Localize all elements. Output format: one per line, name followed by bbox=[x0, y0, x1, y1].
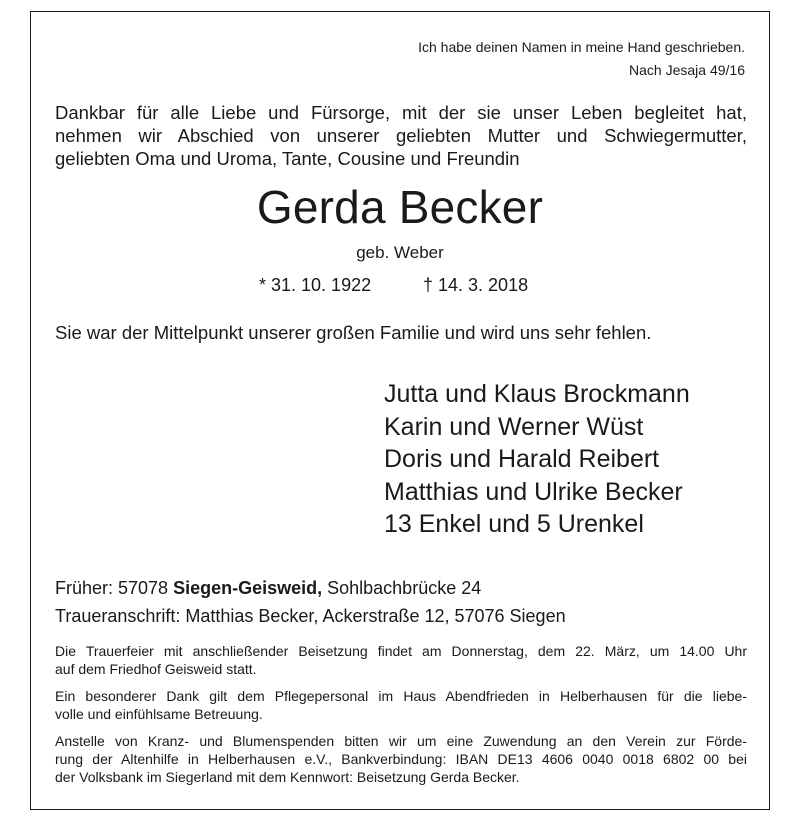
former-address-street: Sohlbachbrücke 24 bbox=[322, 578, 482, 598]
family-member-2: Karin und Werner Wüst bbox=[384, 413, 644, 441]
donation-line-1: Anstelle von Kranz- und Blumenspenden bitten wir um eine Zuwendung an den Verein zur Förde- bbox=[55, 733, 747, 749]
deceased-name: Gerda Becker bbox=[256, 181, 544, 233]
motto-source: Nach Jesaja 49/16 bbox=[629, 62, 745, 78]
former-address-city: Siegen-Geisweid, bbox=[173, 578, 323, 598]
family-member-4: Matthias und Ulrike Becker bbox=[384, 478, 683, 506]
family-member-5: 13 Enkel und 5 Urenkel bbox=[384, 510, 644, 538]
death-date: † 14. 3. 2018 bbox=[423, 275, 529, 295]
motto-quote: Ich habe deinen Namen in meine Hand geschrieben. bbox=[418, 39, 745, 55]
family-member-3: Doris und Harald Reibert bbox=[384, 445, 660, 473]
intro-line-2: nehmen wir Abschied von unserer geliebten Mutter und Schwiegermutter, bbox=[55, 125, 747, 146]
former-address-prefix: Früher: 57078 bbox=[55, 578, 174, 598]
maiden-name: geb. Weber bbox=[356, 243, 444, 262]
intro-line-3: geliebten Oma und Uroma, Tante, Cousine und Freundin bbox=[55, 148, 520, 169]
tribute-sentence: Sie war der Mittelpunkt unserer großen Familie und wird uns sehr fehlen. bbox=[55, 322, 652, 343]
family-member-1: Jutta und Klaus Brockmann bbox=[384, 380, 690, 408]
thanks-line-1: Ein besonderer Dank gilt dem Pflegepersonal im Haus Abendfrieden in Helberhausen für die liebe- bbox=[55, 688, 747, 704]
donation-line-3: der Volksbank im Siegerland mit dem Kennwort: Beisetzung Gerda Becker. bbox=[55, 769, 520, 785]
former-address bbox=[55, 577, 481, 599]
donation-line-2: rung der Altenhilfe in Helberhausen e.V., Bankverbindung: IBAN DE13 4606 0040 0018 6802 00 bei bbox=[55, 751, 747, 767]
intro-line-1: Dankbar für alle Liebe und Fürsorge, mit der sie unser Leben begleitet hat, bbox=[55, 102, 747, 123]
funeral-info-line-1: Die Trauerfeier mit anschließender Beisetzung findet am Donnerstag, dem 22. März, um 14.00 Uhr bbox=[55, 643, 747, 659]
funeral-info-line-2: auf dem Friedhof Geisweid statt. bbox=[55, 661, 257, 677]
birth-date: * 31. 10. 1922 bbox=[259, 275, 372, 295]
mourning-address: Traueranschrift: Matthias Becker, Ackerstraße 12, 57076 Siegen bbox=[55, 606, 566, 626]
thanks-line-2: volle und einfühlsame Betreuung. bbox=[55, 706, 263, 722]
